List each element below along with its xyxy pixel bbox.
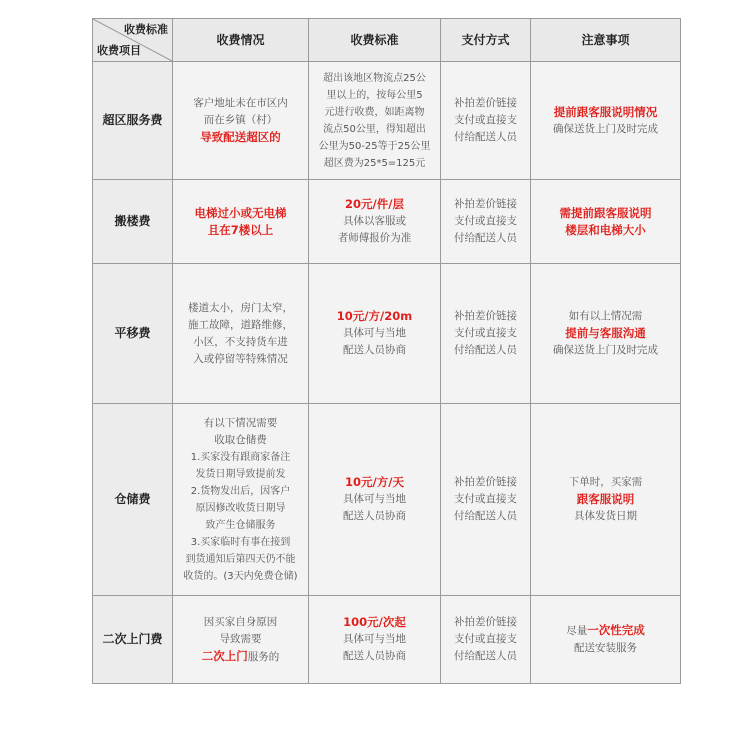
standard-cell: [309, 62, 441, 180]
situation-cell: [173, 404, 309, 596]
header-diagonal-cell: [93, 19, 173, 62]
item-name: 超区服务费: [93, 62, 173, 180]
header-payment: 支付方式: [441, 19, 531, 62]
notes-cell: [531, 404, 681, 596]
situation-text: 收取仓储费: [214, 433, 267, 446]
situation-cell: [173, 264, 309, 404]
header-situation: 收费情况: [173, 19, 309, 62]
situation-cell: [173, 62, 309, 180]
payment-text: 补拍差价链接: [454, 97, 517, 109]
standard-cell: [309, 264, 441, 404]
header-standard-label: 收费标准: [124, 23, 168, 36]
standard-text: 配送人员协商: [343, 510, 406, 522]
payment-text: 付给配送人员: [454, 510, 517, 522]
header-notes: 注意事项: [531, 19, 681, 62]
item-name: 仓储费: [93, 404, 173, 596]
situation-text: 2.货物发出后，因客户: [190, 485, 291, 497]
situation-text: 1.买家没有跟商家备注: [190, 451, 291, 463]
payment-text: 支付或直接支: [454, 633, 517, 645]
standard-cell: [309, 180, 441, 264]
situation-text: 因买家自身原因: [203, 615, 278, 628]
header-standard: 收费标准: [309, 19, 441, 62]
situation-text: 服务的: [247, 650, 280, 663]
situation-text: 3.买家临时有事在接到: [190, 536, 291, 548]
standard-text: 元进行收费，如距离物: [324, 106, 425, 118]
notes-cell: [531, 62, 681, 180]
standard-text: 流点50公里，得知超出: [323, 123, 426, 135]
notes-text: 下单时，买家需: [568, 476, 643, 488]
notes-highlight: 楼层和电梯大小: [565, 222, 646, 237]
item-name: 搬楼费: [93, 180, 173, 264]
notes-highlight: 提前跟客服说明情况: [553, 104, 658, 119]
payment-cell: [441, 404, 531, 596]
situation-highlight: 导致配送超区的: [200, 130, 281, 144]
table-row: [93, 404, 681, 596]
payment-text: 支付或直接支: [454, 327, 517, 339]
payment-text: 付给配送人员: [454, 344, 517, 356]
table-row: [93, 264, 681, 404]
notes-cell: [531, 264, 681, 404]
standard-text: 具体可与当地: [343, 493, 406, 505]
payment-cell: [441, 596, 531, 684]
item-name: 平移费: [93, 264, 173, 404]
fee-table: [92, 18, 681, 684]
header-item-label: 收费项目: [97, 44, 141, 57]
notes-text: 尽量: [566, 625, 588, 637]
notes-text: 确保送货上门及时完成: [553, 122, 658, 135]
standard-text: 配送人员协商: [343, 344, 406, 356]
standard-cell: [309, 596, 441, 684]
notes-text: 具体发货日期: [574, 510, 637, 522]
payment-text: 补拍差价链接: [454, 616, 517, 628]
situation-text: 原因修改收货日期导: [195, 502, 286, 514]
notes-text: 配送安装服务: [574, 642, 637, 654]
payment-cell: [441, 180, 531, 264]
payment-text: 补拍差价链接: [454, 476, 517, 488]
payment-text: 支付或直接支: [454, 215, 517, 227]
payment-text: 付给配送人员: [454, 232, 517, 244]
payment-text: 付给配送人员: [454, 131, 517, 143]
standard-text: 具体可与当地: [343, 633, 406, 645]
standard-text: 配送人员协商: [343, 650, 406, 662]
notes-highlight: 跟客服说明: [576, 492, 635, 506]
situation-text: 施工故障，道路维修，: [188, 318, 293, 331]
standard-text: 公里为50-25等于25公里: [318, 140, 431, 152]
table-row: [93, 62, 681, 180]
header-row: [93, 19, 681, 62]
notes-cell: [531, 596, 681, 684]
standard-text: 超出该地区物流点25公: [323, 72, 426, 84]
situation-text: 致产生仓储服务: [205, 519, 276, 531]
payment-text: 支付或直接支: [454, 493, 517, 505]
situation-text: 楼道太小，房门太窄，: [188, 301, 293, 314]
item-name: 二次上门费: [93, 596, 173, 684]
standard-text: 超区费为25*5=125元: [323, 157, 426, 169]
table-row: [93, 596, 681, 684]
situation-highlight: 电梯过小或无电梯: [194, 205, 287, 220]
notes-cell: [531, 180, 681, 264]
payment-text: 支付或直接支: [454, 114, 517, 126]
standard-price: 10元/方/天: [345, 475, 404, 489]
situation-highlight: 二次上门: [201, 648, 248, 663]
standard-text: 具体以客服或: [343, 215, 406, 227]
situation-text: 到货通知后第四天仍不能: [185, 553, 296, 565]
situation-text: 而在乡镇（村）: [203, 114, 278, 126]
situation-cell: [173, 180, 309, 264]
situation-text: 发货日期导致提前发: [195, 468, 286, 480]
standard-price: 100元/次起: [343, 615, 406, 629]
standard-text: 里以上的，按每公里5: [326, 89, 423, 101]
situation-cell: [173, 596, 309, 684]
situation-text: 有以下情况需要: [203, 416, 278, 429]
notes-text: 如有以上情况需: [568, 310, 643, 322]
standard-text: 具体可与当地: [343, 327, 406, 339]
situation-text: 小区，不支持货车进: [193, 335, 288, 348]
situation-text: 收货的。(3天内免费仓储): [183, 570, 298, 582]
notes-text: 确保送货上门及时完成: [553, 344, 658, 356]
standard-price: 10元/方/20m: [336, 309, 413, 323]
situation-text: 客户地址未在市区内: [193, 97, 288, 109]
payment-text: 付给配送人员: [454, 650, 517, 662]
standard-cell: [309, 404, 441, 596]
situation-highlight: 且在7楼以上: [207, 222, 274, 237]
situation-text: 入或停留等特殊情况: [193, 352, 288, 365]
payment-cell: [441, 62, 531, 180]
table-row: [93, 180, 681, 264]
payment-text: 补拍差价链接: [454, 198, 517, 210]
notes-highlight: 提前与客服沟通: [565, 326, 646, 340]
notes-highlight: 需提前跟客服说明: [559, 205, 652, 220]
payment-text: 补拍差价链接: [454, 310, 517, 322]
notes-highlight: 一次性完成: [587, 623, 645, 637]
situation-text: 导致需要: [219, 632, 262, 645]
standard-price: 20元/件/层: [345, 197, 404, 211]
standard-text: 者师傅报价为准: [337, 232, 412, 244]
payment-cell: [441, 264, 531, 404]
